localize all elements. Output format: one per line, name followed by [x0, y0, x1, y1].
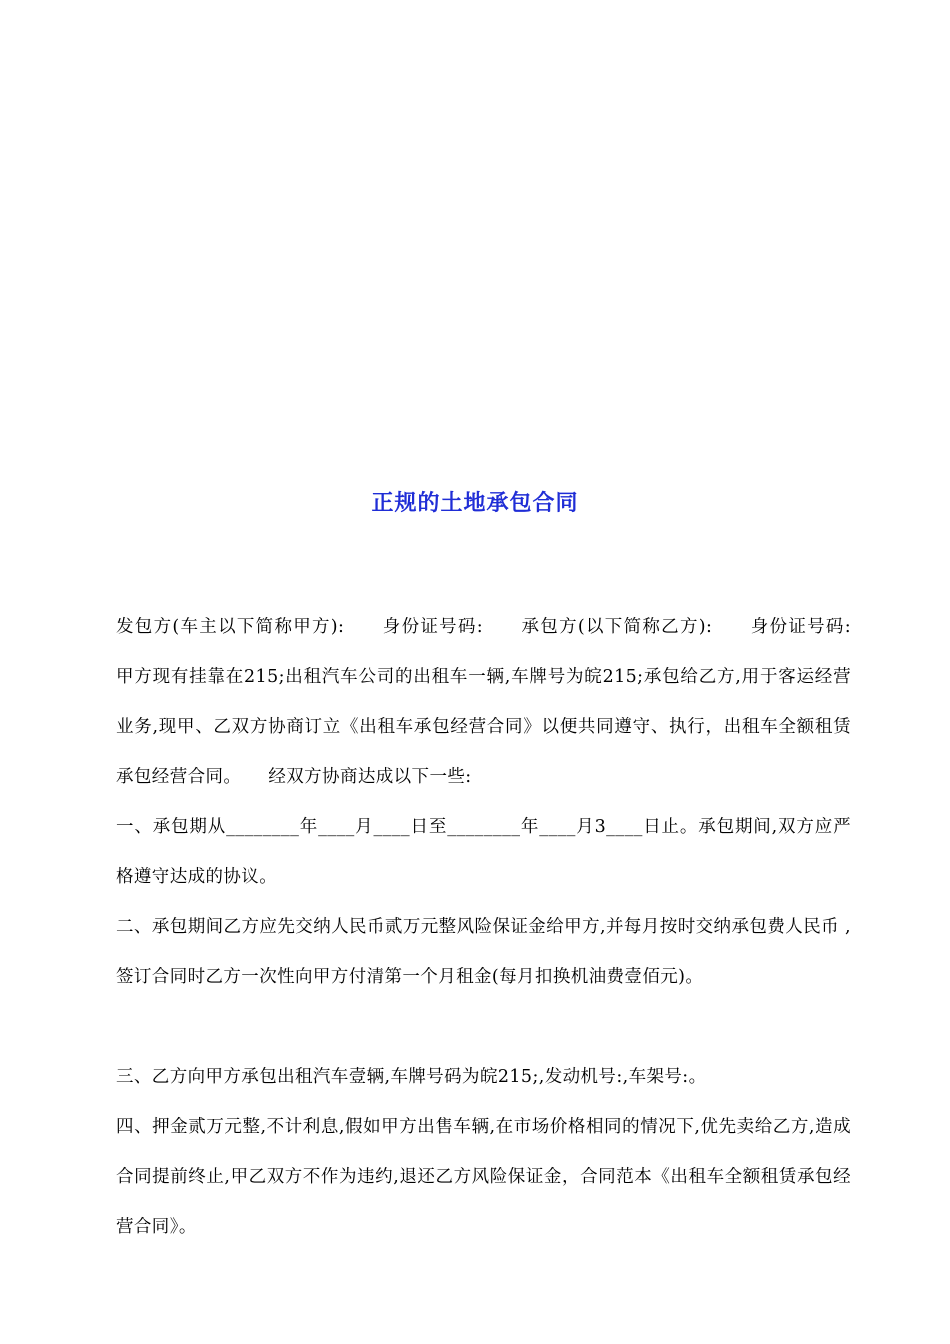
paragraph-clause-4: 四、押金贰万元整,不计利息,假如甲方出售车辆,在市场价格相同的情况下,优先卖给乙方,造成合同提前终止,甲乙双方不作为违约,退还乙方风险保证金，合同范本《出租车全额租赁承包经营合同》。 [116, 1117, 851, 1237]
paragraph-clause-1: 一、承包期从________年____月____日至________年____月3____日止。承包期间,双方应严格遵守达成的协议。 [116, 817, 851, 887]
paragraph-clause-3: 三、乙方向甲方承包出租汽车壹辆,车牌号码为皖215;,发动机号:,车架号:。 [116, 1067, 707, 1087]
document-body [116, 602, 887, 1252]
document-title: 正规的土地承包合同 [371, 491, 579, 516]
paragraph-intro: 发包方(车主以下简称甲方): 身份证号码: 承包方(以下简称乙方): 身份证号码: 甲方现有挂靠在215;出租汽车公司的出租车一辆,车牌号为皖215;承包给乙方,用于客运经营业务,现甲、乙双方协商订立《出租车承包经营合同》以便共同遵守、执行，出租车全额租赁承包经营合同。 经双方协商达成以下一些: [116, 617, 887, 787]
paragraph-clause-2: 二、承包期间乙方应先交纳人民币贰万元整风险保证金给甲方,并每月按时交纳承包费人民币 ,签订合同时乙方一次性向甲方付清第一个月租金(每月扣换机油费壹佰元)。 [116, 917, 851, 987]
paragraph-spacer [116, 1002, 851, 1052]
